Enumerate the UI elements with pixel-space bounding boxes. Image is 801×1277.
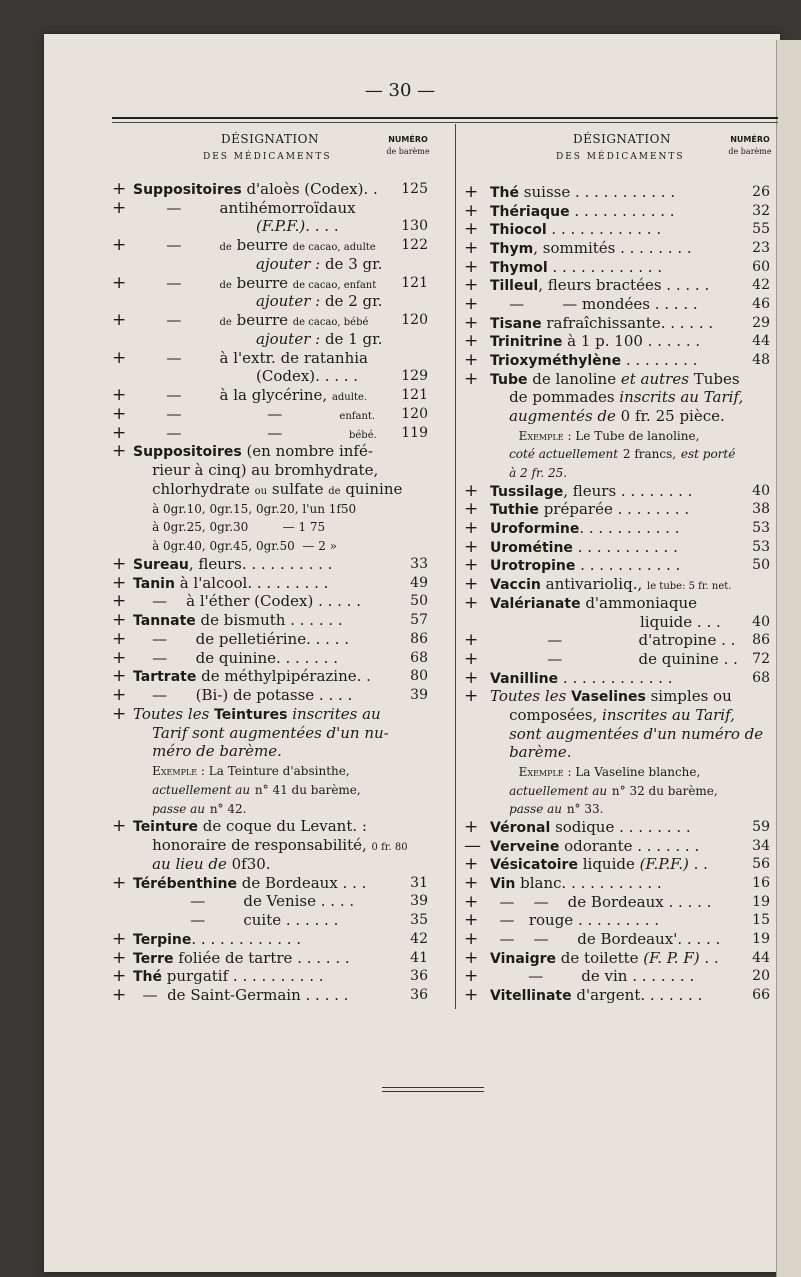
margin-mark: +	[112, 591, 127, 612]
bareme-number: 16	[752, 874, 770, 891]
entry-text: ajouter : de 2 gr.	[256, 292, 383, 311]
entry-text: — — enfant.	[133, 404, 376, 423]
entry-text: Tartrate de méthylpipérazine. .	[133, 667, 371, 686]
entry-text: barème.	[509, 743, 572, 762]
entry-text: — rouge . . . . . . . . .	[490, 911, 660, 930]
entry-text: Tannate de bismuth . . . . . .	[133, 611, 343, 630]
bareme-number: 50	[752, 557, 770, 574]
entry-text: ajouter : de 1 gr.	[256, 329, 383, 348]
bareme-number: 42	[410, 930, 428, 947]
margin-mark: +	[112, 179, 127, 199]
bareme-number: 55	[752, 221, 770, 238]
bareme-number: 53	[752, 520, 770, 537]
margin-mark: +	[112, 647, 127, 668]
entry-text: Teinture de coque du Levant. :	[133, 817, 367, 836]
entry-text: Tisane rafraîchissante. . . . . .	[490, 313, 714, 332]
entry-text: — à l'extr. de ratanhia	[133, 348, 368, 367]
margin-mark: +	[112, 441, 127, 462]
bareme-number: 34	[752, 837, 770, 854]
bareme-number: 122	[401, 237, 428, 254]
entry-text: actuellement au n° 32 du barème,	[509, 783, 718, 798]
entry-text: rieur à cinq) au bromhydrate,	[133, 461, 379, 480]
entry-text: méro de barème.	[152, 742, 282, 761]
entry-text: à 0gr.10, 0gr.15, 0gr.20, l'un 1f50	[152, 501, 357, 516]
bareme-number: 80	[410, 668, 428, 685]
margin-mark: +	[464, 686, 479, 707]
margin-mark: +	[464, 499, 479, 520]
margin-mark: +	[464, 630, 479, 651]
entry-text: — de vin . . . . . . .	[490, 967, 695, 986]
entry-text: — cuite . . . . . .	[133, 911, 339, 930]
footer-rule-second	[382, 1091, 484, 1092]
entry-text: sont augmentées d'un numéro de	[509, 724, 764, 743]
bareme-number: 44	[752, 949, 770, 966]
page-number: — 30 —	[364, 80, 436, 101]
entry-text: Vin blanc. . . . . . . . . . .	[490, 873, 662, 892]
entry-text: à 0gr.25, 0gr.30 — 1 75	[152, 520, 326, 535]
right-header-numero: NUMÉRO de barème	[728, 135, 772, 156]
bareme-number: 40	[752, 482, 770, 499]
entry-text: Toutes les Vaselines simples ou	[490, 687, 732, 706]
entry-text: Térébenthine de Bordeaux . . .	[133, 873, 367, 892]
entry-text: — de beurre de cacao, enfant	[133, 273, 377, 292]
entry-text: Vésicatoire liquide (F.P.F.) . .	[490, 855, 708, 874]
margin-mark: +	[112, 816, 127, 837]
entry-text: liquide . . .	[640, 612, 721, 631]
margin-mark: +	[464, 872, 479, 893]
margin-mark: +	[464, 966, 479, 987]
bareme-number: 119	[401, 424, 428, 441]
entry-text: Toutes les Teintures inscrites au	[133, 704, 381, 723]
margin-mark: +	[112, 310, 127, 331]
entry-text: — de quinine . .	[490, 649, 738, 668]
entry-text: au lieu de 0f30.	[152, 854, 271, 873]
margin-mark: +	[112, 422, 127, 443]
column-divider	[455, 124, 456, 1009]
bareme-number: 121	[401, 387, 428, 404]
bareme-number: 60	[752, 258, 770, 275]
margin-mark: +	[464, 574, 479, 595]
margin-mark: +	[464, 891, 479, 912]
entry-text: Valérianate d'ammoniaque	[490, 593, 698, 612]
margin-mark: +	[464, 536, 479, 557]
margin-mark: +	[464, 854, 479, 875]
bareme-number: 59	[752, 818, 770, 835]
bareme-number: 29	[752, 314, 770, 331]
left-header-designation: DÉSIGNATION	[220, 132, 320, 146]
entry-text: — de beurre de cacao, bébé	[133, 311, 369, 330]
margin-mark: +	[464, 518, 479, 539]
entry-text: Thé suisse . . . . . . . . . . .	[490, 183, 676, 201]
entry-text: — d'atropine . .	[490, 631, 736, 650]
entry-text: — — mondées . . . . .	[490, 295, 698, 314]
bareme-number: 36	[410, 987, 428, 1003]
bareme-number: 53	[752, 538, 770, 555]
bareme-number: 46	[752, 296, 770, 313]
entry-text: Tanin à l'alcool. . . . . . . . .	[133, 573, 329, 592]
left-header-designation-sub: DES MÉDICAMENTS	[203, 152, 332, 162]
margin-mark: +	[464, 592, 479, 613]
entry-text: Thé purgatif . . . . . . . . . .	[133, 967, 324, 986]
margin-mark: +	[112, 385, 127, 406]
margin-mark: +	[112, 928, 127, 949]
margin-mark: +	[464, 667, 479, 688]
entry-text: — de Venise . . . .	[133, 892, 355, 911]
bareme-number: 50	[410, 593, 428, 610]
entry-text: actuellement au n° 41 du barème,	[152, 782, 361, 797]
margin-mark: +	[464, 985, 479, 1005]
entry-text: Urotropine . . . . . . . . . . .	[490, 556, 681, 575]
bareme-number: 120	[401, 312, 428, 329]
entry-text: Tube de lanoline et autres Tubes	[490, 369, 740, 388]
margin-mark: +	[112, 610, 127, 631]
margin-mark: +	[464, 910, 479, 931]
entry-text: Vanilline . . . . . . . . . . . .	[490, 668, 673, 687]
entry-text: — (Bi-) de potasse . . . .	[133, 686, 353, 705]
bareme-number: 20	[752, 968, 770, 985]
entry-text: — à l'éther (Codex) . . . . .	[133, 592, 361, 611]
bareme-number: 42	[752, 277, 770, 294]
entry-text: Urométine . . . . . . . . . . .	[490, 537, 678, 556]
bareme-number: 68	[752, 669, 770, 686]
header-rule	[112, 117, 778, 119]
margin-mark: —	[464, 835, 481, 856]
entry-text: Tilleul, fleurs bractées . . . . .	[490, 276, 710, 295]
bareme-number: 32	[752, 202, 770, 219]
margin-mark: +	[112, 272, 127, 293]
bareme-number: 23	[752, 240, 770, 257]
bareme-number: 57	[410, 612, 428, 629]
margin-mark: +	[112, 703, 127, 724]
bareme-number: 66	[752, 987, 770, 1003]
entry-text: — — de Bordeaux . . . . .	[490, 892, 712, 911]
margin-mark: +	[464, 648, 479, 669]
entry-text: — à la glycérine, adulte.	[133, 386, 368, 405]
bareme-number: 15	[752, 912, 770, 929]
margin-mark: +	[464, 182, 479, 202]
entry-text: Suppositoires (en nombre infé-	[133, 442, 373, 461]
bareme-number: 40	[752, 613, 770, 630]
entry-text: Thym, sommités . . . . . . . .	[490, 239, 692, 258]
margin-mark: +	[112, 872, 127, 893]
entry-text: passe au n° 33.	[509, 802, 604, 817]
adjacent-page-edge	[776, 40, 801, 1277]
entry-text: — — de Bordeaux'. . . . .	[490, 929, 721, 948]
margin-mark: +	[464, 331, 479, 352]
entry-text: honoraire de responsabilité, 0 fr. 80	[133, 836, 408, 855]
bareme-number: 72	[752, 650, 770, 667]
bareme-number: 120	[401, 405, 428, 422]
entry-text: — de Saint-Germain . . . . .	[133, 986, 349, 1004]
entry-text: Thymol . . . . . . . . . . . .	[490, 257, 663, 276]
footer-rule	[382, 1087, 484, 1088]
entry-text: Verveine odorante . . . . . . .	[490, 836, 700, 855]
margin-mark: +	[112, 628, 127, 649]
entry-text: Vinaigre de toilette (F. P. F) . .	[490, 948, 719, 967]
entry-text: — de pelletiérine. . . . .	[133, 629, 349, 648]
bareme-number: 125	[401, 181, 428, 197]
entry-text: Véronal sodique . . . . . . . .	[490, 817, 691, 836]
bareme-number: 86	[410, 630, 428, 647]
entry-text: Terre foliée de tartre . . . . . .	[133, 948, 350, 967]
margin-mark: +	[464, 368, 479, 389]
entry-text: Tussilage, fleurs . . . . . . . .	[490, 481, 693, 500]
entry-text: — de quinine. . . . . . .	[133, 648, 338, 667]
entry-text: — antihémorroïdaux	[133, 198, 356, 217]
margin-mark: +	[464, 238, 479, 259]
margin-mark: +	[112, 235, 127, 256]
entry-text: Trioxyméthylène . . . . . . . .	[490, 351, 698, 370]
entry-text: Trinitrine à 1 p. 100 . . . . . .	[490, 332, 701, 351]
margin-mark: +	[112, 947, 127, 968]
bareme-number: 130	[401, 218, 428, 235]
entry-text: Exemple : La Vaseline blanche,	[518, 764, 701, 779]
margin-mark: +	[464, 312, 479, 333]
margin-mark: +	[464, 947, 479, 968]
entry-text: Exemple : Le Tube de lanoline,	[518, 428, 700, 443]
margin-mark: +	[464, 275, 479, 296]
entry-text: (Codex). . . . .	[256, 367, 359, 386]
entry-text: Terpine. . . . . . . . . . . .	[133, 929, 302, 948]
bareme-number: 38	[752, 501, 770, 518]
bareme-number: 33	[410, 555, 428, 572]
bareme-number: 31	[410, 874, 428, 891]
entry-text: à 2 fr. 25.	[509, 466, 568, 481]
entry-text: (F.P.F.). . . .	[256, 217, 339, 236]
bareme-number: 49	[410, 574, 428, 591]
entry-text: Thériaque . . . . . . . . . . .	[490, 201, 675, 220]
entry-text: Tuthie préparée . . . . . . . .	[490, 500, 690, 519]
bareme-number: 19	[752, 930, 770, 947]
entry-text: Exemple : La Teinture d'absinthe,	[152, 764, 350, 779]
margin-mark: +	[112, 985, 127, 1005]
bareme-number: 86	[752, 632, 770, 649]
margin-mark: +	[464, 350, 479, 371]
bareme-number: 35	[410, 912, 428, 929]
right-header-designation: DÉSIGNATION	[572, 132, 672, 146]
left-header-numero: NUMÉRO de barème	[386, 135, 430, 156]
margin-mark: +	[464, 816, 479, 837]
margin-mark: +	[464, 294, 479, 315]
margin-mark: +	[464, 928, 479, 949]
entry-text: Tarif sont augmentées d'un nu-	[152, 723, 389, 742]
entry-text: Vaccin antivarioliq., le tube: 5 fr. net.	[490, 575, 732, 594]
bareme-number: 68	[410, 649, 428, 666]
bareme-number: 56	[752, 856, 770, 873]
entry-text: de pommades inscrits au Tarif,	[490, 388, 744, 407]
entry-text: Uroformine. . . . . . . . . . .	[490, 519, 680, 538]
header-rule-thin	[112, 122, 778, 123]
bareme-number: 41	[410, 949, 428, 966]
entry-text: Vitellinate d'argent. . . . . . .	[490, 986, 703, 1004]
margin-mark: +	[112, 666, 127, 687]
entry-text: chlorhydrate ou sulfate de quinine	[133, 479, 403, 498]
entry-text: Sureau, fleurs. . . . . . . . . .	[133, 554, 333, 573]
bareme-number: 44	[752, 333, 770, 350]
bareme-number: 36	[410, 968, 428, 985]
margin-mark: +	[464, 256, 479, 277]
bareme-number: 121	[401, 274, 428, 291]
entry-text: Suppositoires d'aloès (Codex). .	[133, 180, 378, 198]
bareme-number: 26	[752, 184, 770, 200]
bareme-number: 129	[401, 368, 428, 385]
margin-mark: +	[112, 572, 127, 593]
bareme-number: 19	[752, 893, 770, 910]
entry-text: — de beurre de cacao, adulte	[133, 236, 376, 255]
entry-text: ajouter : de 3 gr.	[256, 254, 383, 273]
margin-mark: +	[112, 685, 127, 706]
entry-text: — — bébé.	[133, 423, 377, 442]
margin-mark: +	[112, 347, 127, 368]
bareme-number: 48	[752, 352, 770, 369]
margin-mark: +	[464, 200, 479, 221]
margin-mark: +	[464, 480, 479, 501]
bareme-number: 39	[410, 893, 428, 910]
entry-text: composées, inscrites au Tarif,	[490, 705, 735, 724]
entry-text: Thiocol . . . . . . . . . . . .	[490, 220, 662, 239]
margin-mark: +	[112, 966, 127, 987]
margin-mark: +	[464, 555, 479, 576]
margin-mark: +	[112, 403, 127, 424]
right-header-designation-sub: DES MÉDICAMENTS	[556, 152, 685, 162]
entry-text: passe au n° 42.	[152, 801, 247, 816]
margin-mark: +	[464, 219, 479, 240]
entry-text: à 0gr.40, 0gr.45, 0gr.50 — 2 »	[152, 539, 337, 554]
margin-mark: +	[112, 197, 127, 218]
bareme-number: 39	[410, 687, 428, 704]
margin-mark: +	[112, 553, 127, 574]
entry-text: coté actuellement 2 francs, est porté	[509, 447, 736, 462]
entry-text: augmentés de 0 fr. 25 pièce.	[509, 407, 725, 426]
